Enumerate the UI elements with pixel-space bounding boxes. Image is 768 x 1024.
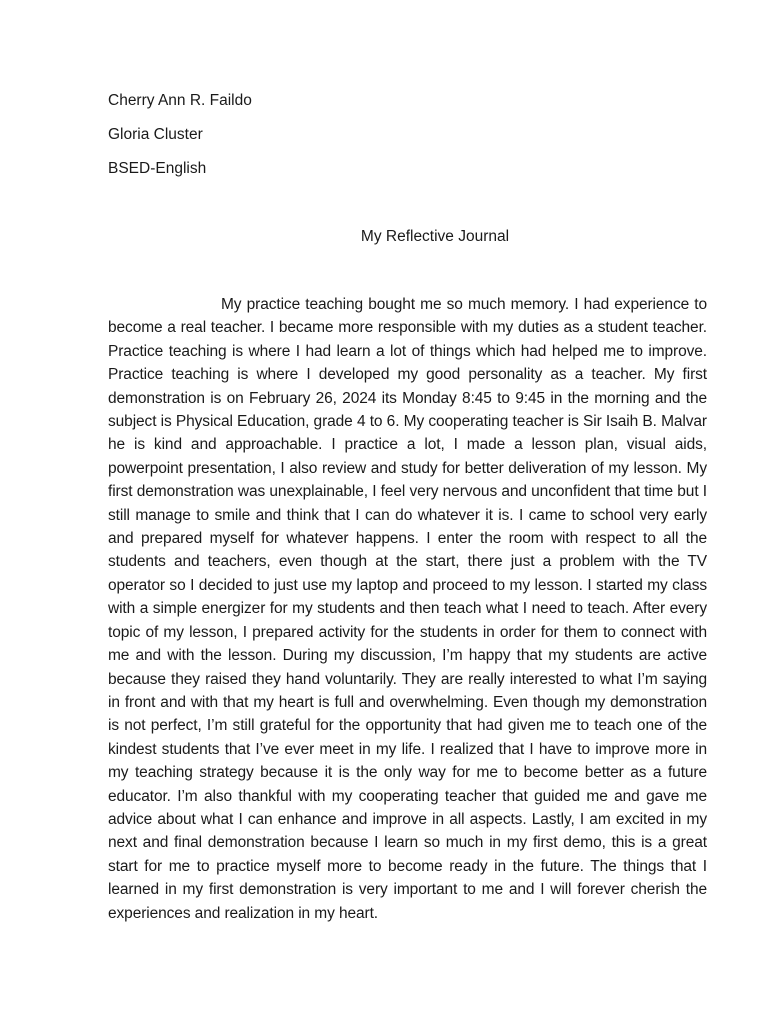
program-name: BSED-English bbox=[108, 160, 207, 177]
journal-body-paragraph: My practice teaching bought me so much memory. I had experience to become a real teacher. I became more responsible with my duties as a student teacher. Practice teaching is where I had learn a lot of things which had helped me to improve. Practice teaching is where I developed my good personality as a teacher. My first demonstration is on February 26, 2024 its Monday 8:45 to 9:45 in the morning and the subject is Physical Education, grade 4 to 6. My cooperating teacher is Sir Isaih B. Malvar he is kind and approachable. I practice a lot, I made a lesson plan, visual aids, powerpoint presentation, I also review and study for better deliveration of my lesson. My first demonstration was unexplainable, I feel very nervous and unconfident that time but I still manage to smile and think that I can do whatever it is. I came to school very early and prepared myself for whatever happens. I enter the room with respect to all the students and teachers, even though at the start, there just a problem with the TV operator so I decided to just use my laptop and proceed to my lesson. I started my class with a simple energizer for my students and then teach what I need to teach. After every topic of my lesson, I prepared activity for the students in order for them to connect with me and with the lesson. During my discussion, I’m happy that my students are active because they raised they hand voluntarily. They are really interested to what I’m saying in front and with that my heart is full and overwhelming. Even though my demonstration is not perfect, I’m still grateful for the opportunity that had given me to teach one of the kindest students that I’ve ever meet in my life. I realized that I have to improve more in my teaching strategy because it is the only way for me to become better as a future educator. I’m also thankful with my cooperating teacher that guided me and gave me advice about what I can enhance and improve in all aspects. Lastly, I am excited in my next and final demonstration because I learn so much in my first demo, this is a great start for me to practice myself more to become ready in the future. The things that I learned in my first demonstration is very important to me and I will forever cherish the experiences and realization in my heart. bbox=[108, 296, 707, 922]
document-title: My Reflective Journal bbox=[360, 228, 510, 245]
author-name: Cherry Ann R. Faildo bbox=[108, 92, 252, 109]
cluster-name: Gloria Cluster bbox=[108, 126, 203, 143]
